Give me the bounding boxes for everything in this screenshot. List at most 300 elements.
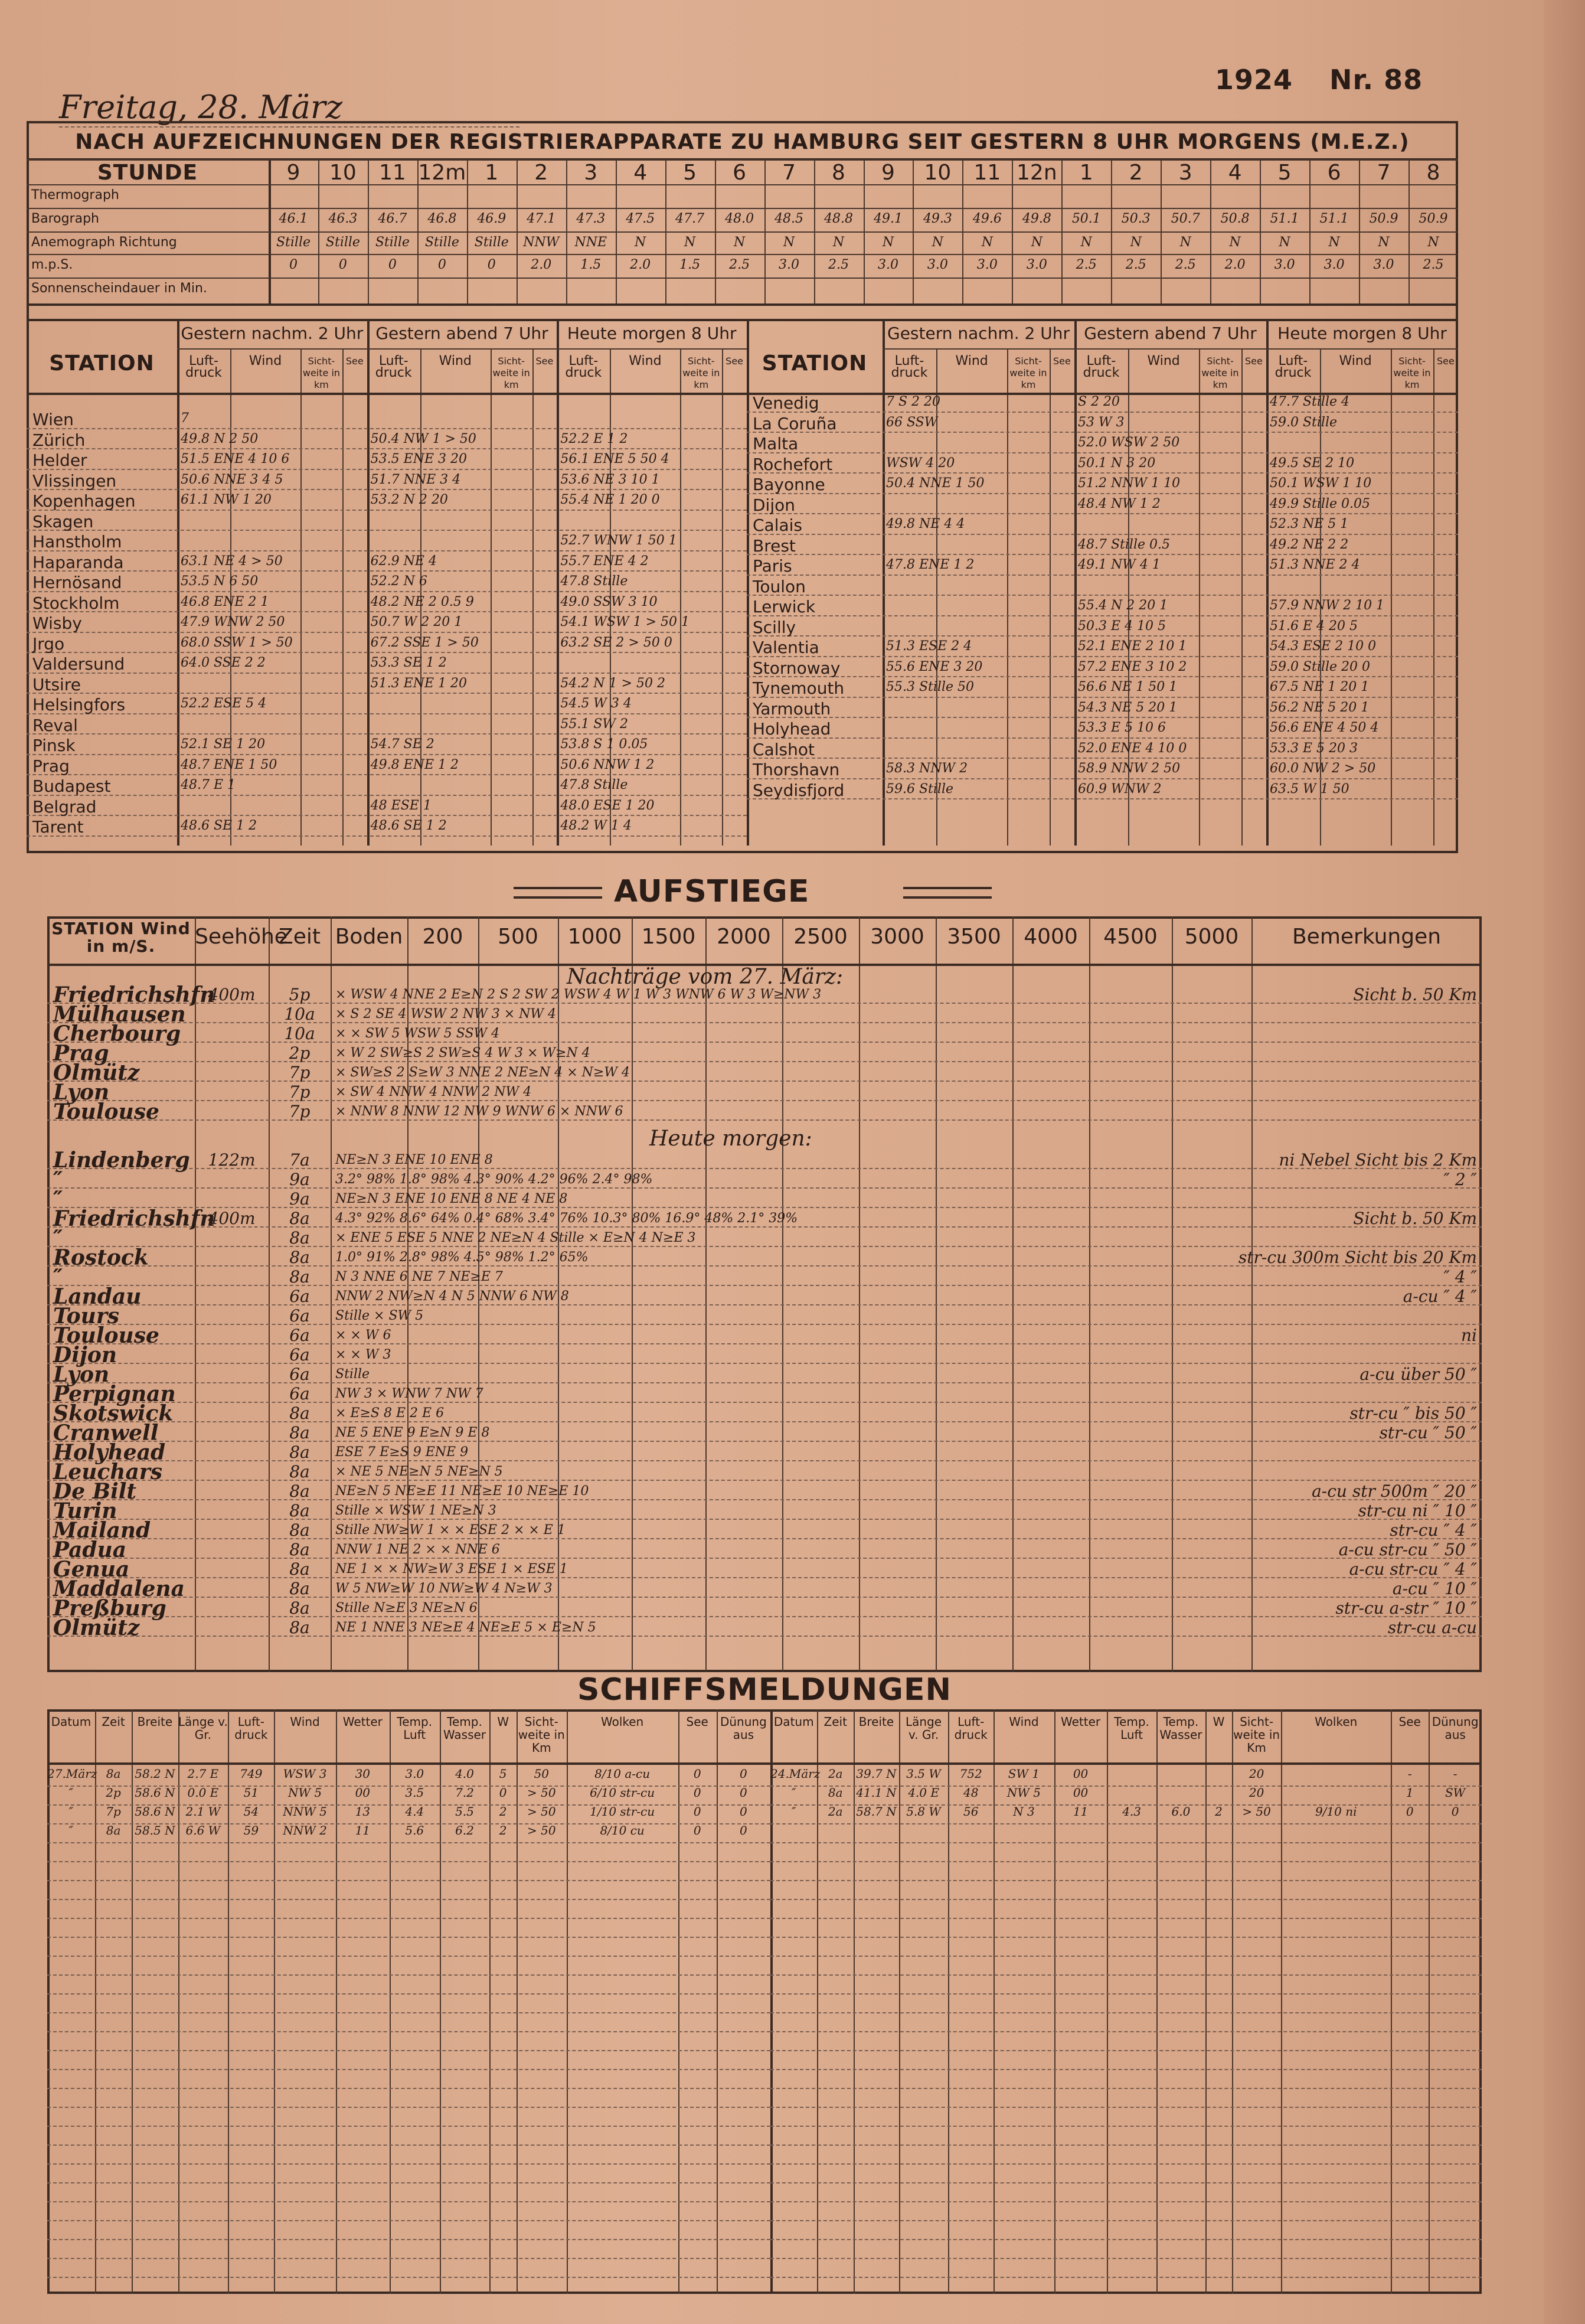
schiff-cell: 58.6 N bbox=[135, 1804, 175, 1819]
aufstiege-time: 6a bbox=[289, 1306, 310, 1326]
sub-header: Wind bbox=[439, 354, 472, 368]
schiff-column-header: W bbox=[497, 1715, 509, 1729]
schiff-cell: 41.1 N bbox=[856, 1786, 897, 1800]
station-name: La Coruña bbox=[753, 413, 837, 433]
sub-header: Sicht-weite in km bbox=[302, 355, 341, 390]
schiff-column-header: Breite bbox=[858, 1715, 894, 1729]
aufstiege-station: Cherbourg bbox=[53, 1021, 181, 1046]
aufstiege-remark: Sicht b. 50 Km bbox=[1353, 985, 1477, 1004]
station-name: Paris bbox=[753, 556, 792, 576]
aufstiege-time: 6a bbox=[289, 1326, 310, 1345]
schiff-column-header: Breite bbox=[137, 1715, 173, 1729]
station-reading: 50.4 NNE 1 50 bbox=[886, 476, 985, 491]
station-reading: 52.2 E 1 2 bbox=[560, 431, 628, 446]
station-reading: 50.1 WSW 1 10 bbox=[1270, 476, 1372, 491]
sub-header: Luft-druck bbox=[185, 354, 222, 380]
station-reading: 54.3 NE 5 20 1 bbox=[1078, 700, 1178, 715]
schiff-cell: 4.0 bbox=[455, 1767, 474, 1781]
schiff-cell: N 3 bbox=[1013, 1804, 1035, 1819]
schiff-cell: 3.0 bbox=[405, 1767, 424, 1781]
schiff-column-header: Sicht-weite in Km bbox=[1233, 1715, 1280, 1755]
station-reading: 48.7 ENE 1 50 bbox=[181, 757, 277, 772]
aufstiege-profile: Stille × WSW 1 NE≥N 3 bbox=[335, 1503, 496, 1518]
station-name: Kopenhagen bbox=[32, 491, 136, 511]
station-name: Stornoway bbox=[753, 658, 841, 678]
registry-value: 48.0 bbox=[725, 211, 754, 226]
station-reading: 56.1 ENE 5 50 4 bbox=[560, 452, 669, 466]
aufstiege-time: 9a bbox=[289, 1189, 310, 1209]
station-reading: 55.4 NE 1 20 0 bbox=[560, 492, 660, 507]
group-header: Heute morgen 8 Uhr bbox=[1277, 324, 1447, 343]
station-reading: 63.2 SE 2 > 50 0 bbox=[560, 635, 672, 650]
registry-row-label: Thermograph bbox=[31, 188, 119, 203]
station-reading: 49.5 SE 2 10 bbox=[1270, 455, 1355, 471]
sub-header: Sicht-weite in km bbox=[682, 355, 720, 390]
registry-value: 2.5 bbox=[729, 257, 750, 272]
schiff-cell: 0 bbox=[499, 1786, 507, 1800]
station-reading: 56.6 ENE 4 50 4 bbox=[1270, 720, 1379, 735]
aufstiege-profile: × ENE 5 ESE 5 NNE 2 NE≥N 4 Stille × E≥N 4 N≥E 3 bbox=[335, 1230, 696, 1245]
registry-value: N bbox=[981, 235, 993, 250]
registry-value: N bbox=[783, 235, 795, 250]
schiff-column-header: Wetter bbox=[342, 1715, 383, 1729]
registry-value: 47.3 bbox=[576, 211, 606, 226]
registry-value: 1.5 bbox=[679, 257, 701, 272]
registry-value: 3.0 bbox=[1323, 257, 1345, 272]
registry-value: 50.7 bbox=[1171, 211, 1200, 226]
schiff-cell: 58.2 N bbox=[135, 1767, 175, 1781]
station-header: STATION bbox=[49, 351, 155, 376]
station-reading: 64.0 SSE 2 2 bbox=[181, 655, 266, 670]
aufstiege-column-header: Zeit bbox=[279, 925, 321, 949]
aufstiege-remark: ″ 4 ″ bbox=[1443, 1267, 1477, 1287]
registry-value: N bbox=[635, 235, 646, 250]
schiff-cell: 7p bbox=[106, 1804, 121, 1819]
schiff-cell: WSW 3 bbox=[283, 1767, 327, 1781]
schiff-cell: 00 bbox=[1073, 1786, 1089, 1800]
aufstiege-remark: str-cu 300m Sicht bis 20 Km bbox=[1238, 1248, 1477, 1267]
schiff-cell: 00 bbox=[1073, 1767, 1089, 1781]
registry-value: N bbox=[1080, 235, 1092, 250]
registry-value: N bbox=[1427, 235, 1439, 250]
station-name: Utsire bbox=[32, 674, 81, 694]
station-reading: 46.8 ENE 2 1 bbox=[181, 594, 269, 609]
aufstiege-column-header: 2500 bbox=[793, 925, 848, 949]
schiff-cell: 0 bbox=[693, 1786, 701, 1800]
station-reading: 63.5 W 1 50 bbox=[1270, 781, 1349, 797]
station-reading: 54.5 W 3 4 bbox=[560, 696, 632, 711]
station-name: Zürich bbox=[32, 430, 86, 450]
registry-value: 48.8 bbox=[824, 211, 853, 226]
station-name: Belgrad bbox=[32, 797, 97, 817]
hour-header: 5 bbox=[683, 161, 697, 185]
schiff-cell: NNW 2 bbox=[283, 1823, 327, 1837]
station-name: Rochefort bbox=[753, 454, 833, 474]
station-reading: 51.6 E 4 20 5 bbox=[1270, 618, 1358, 634]
aufstiege-station: Genua bbox=[53, 1557, 130, 1582]
schiff-cell: 7.2 bbox=[455, 1786, 474, 1800]
schiff-cell: 58.5 N bbox=[135, 1823, 175, 1837]
station-reading: 54.2 N 1 > 50 2 bbox=[560, 675, 665, 691]
station-reading: 54.3 ESE 2 10 0 bbox=[1270, 639, 1377, 654]
schiff-cell: 30 bbox=[355, 1767, 371, 1781]
station-reading: 55.4 N 2 20 1 bbox=[1078, 598, 1168, 613]
station-reading: 52.7 WNW 1 50 1 bbox=[560, 533, 677, 548]
registry-value: 2.0 bbox=[630, 257, 651, 272]
aufstiege-profile: NE≥N 5 NE≥E 11 NE≥E 10 NE≥E 10 bbox=[335, 1484, 589, 1499]
aufstiege-profile: NE 1 × × NW≥W 3 ESE 1 × ESE 1 bbox=[335, 1562, 568, 1576]
registry-value: N bbox=[1378, 235, 1390, 250]
schiff-cell: 0.0 E bbox=[187, 1786, 219, 1800]
station-reading: 48.0 ESE 1 20 bbox=[560, 798, 655, 813]
aufstiege-time: 7p bbox=[289, 1082, 311, 1102]
schiff-cell: SW bbox=[1445, 1786, 1466, 1800]
schiff-cell: 24.März bbox=[770, 1767, 821, 1781]
aufstiege-profile: Stille bbox=[335, 1367, 370, 1382]
registry-value: 2.5 bbox=[1076, 257, 1097, 272]
aufstiege-profile: N 3 NNE 6 NE 7 NE≥E 7 bbox=[335, 1269, 503, 1284]
aufstiege-time: 10a bbox=[284, 1004, 315, 1024]
aufstiege-time: 8a bbox=[289, 1540, 310, 1559]
station-name: Brest bbox=[753, 536, 796, 556]
station-reading: 58.9 NNW 2 50 bbox=[1078, 761, 1181, 776]
hour-header: 11 bbox=[973, 161, 1001, 185]
aufstiege-remark: a-cu str 500m ″ 20 ″ bbox=[1312, 1481, 1477, 1501]
station-reading: 62.9 NE 4 bbox=[370, 553, 437, 569]
hour-header: 7 bbox=[782, 161, 796, 185]
station-reading: 54.7 SE 2 bbox=[370, 737, 434, 752]
registry-value: 2.0 bbox=[531, 257, 552, 272]
schiff-cell: 5 bbox=[499, 1767, 507, 1781]
station-reading: 47.8 Stille bbox=[560, 778, 628, 792]
schiff-column-header: Wetter bbox=[1061, 1715, 1101, 1729]
schiff-cell: > 50 bbox=[527, 1804, 556, 1819]
station-reading: 55.3 Stille 50 bbox=[886, 680, 975, 694]
station-reading: 56.6 NE 1 50 1 bbox=[1078, 680, 1178, 694]
station-name: Calshot bbox=[753, 739, 815, 759]
sub-header: Luft-druck bbox=[1274, 354, 1312, 380]
aufstiege-profile: × S 2 SE 4 WSW 2 NW 3 × NW 4 bbox=[335, 1007, 556, 1021]
hour-header: 9 bbox=[286, 161, 300, 185]
schiff-cell: 0 bbox=[740, 1823, 747, 1837]
station-reading: 54.1 WSW 1 > 50 1 bbox=[560, 615, 689, 629]
registry-value: 3.0 bbox=[927, 257, 948, 272]
schiff-cell: 51 bbox=[243, 1786, 259, 1800]
registry-value: 2.0 bbox=[1224, 257, 1246, 272]
sub-header: Wind bbox=[1147, 354, 1180, 368]
schiff-cell: 20 bbox=[1249, 1786, 1264, 1800]
station-reading: 53.8 S 1 0.05 bbox=[560, 737, 648, 752]
station-reading: 49.8 ENE 1 2 bbox=[370, 757, 459, 772]
registry-value: 51.1 bbox=[1270, 211, 1299, 226]
aufstiege-remark: Sicht b. 50 Km bbox=[1353, 1209, 1477, 1228]
schiff-column-header: Zeit bbox=[823, 1715, 847, 1729]
hour-header: 2 bbox=[534, 161, 548, 185]
sub-header: Sicht-weite in km bbox=[492, 355, 530, 390]
registry-value: N bbox=[1179, 235, 1191, 250]
aufstiege-height: 122m bbox=[208, 1150, 256, 1170]
registry-value: 46.3 bbox=[328, 211, 358, 226]
aufstiege-profile: NE≥N 3 ENE 10 ENE 8 NE 4 NE 8 bbox=[335, 1192, 568, 1206]
station-reading: 63.1 NE 4 > 50 bbox=[181, 553, 283, 569]
schiff-cell: 6.0 bbox=[1171, 1804, 1191, 1819]
aufstiege-profile: NE 1 NNE 3 NE≥E 4 NE≥E 5 × E≥N 5 bbox=[335, 1620, 596, 1635]
sub-header: Sicht-weite in km bbox=[1201, 355, 1239, 390]
schiff-cell: 8/10 cu bbox=[600, 1823, 645, 1837]
aufstiege-station: Olmütz bbox=[53, 1615, 140, 1640]
station-reading: 50.3 E 4 10 5 bbox=[1078, 618, 1166, 634]
station-reading: 52.0 ENE 4 10 0 bbox=[1078, 740, 1187, 756]
schiff-cell: 54 bbox=[243, 1804, 259, 1819]
schiff-cell: 0 bbox=[693, 1767, 701, 1781]
schiff-cell: ″ bbox=[791, 1804, 796, 1819]
aufstiege-time: 5p bbox=[289, 985, 311, 1004]
sub-header: See bbox=[535, 355, 554, 367]
aufstiege-station: Mailand bbox=[53, 1518, 151, 1543]
station-reading: 52.2 ESE 5 4 bbox=[181, 696, 267, 711]
registry-value: 49.3 bbox=[923, 211, 952, 226]
aufstiege-station: Cranwell bbox=[53, 1421, 159, 1445]
aufstiege-station: Toulouse bbox=[53, 1323, 159, 1348]
station-name: Valdersund bbox=[32, 654, 125, 674]
aufstiege-column-header: 1000 bbox=[567, 925, 622, 949]
station-reading: 51.3 ESE 2 4 bbox=[886, 639, 972, 654]
aufstiege-column-header: 4000 bbox=[1024, 925, 1078, 949]
station-reading: 60.0 NW 2 > 50 bbox=[1270, 761, 1376, 776]
aufstiege-remark: a-cu ″ 4 ″ bbox=[1403, 1287, 1477, 1306]
registry-value: 50.9 bbox=[1419, 211, 1448, 226]
schiff-column-header: Wolken bbox=[600, 1715, 644, 1729]
registry-value: 3.0 bbox=[1274, 257, 1295, 272]
schiff-column-header: Datum bbox=[773, 1715, 814, 1729]
registry-value: N bbox=[1229, 235, 1241, 250]
station-reading: 49.8 NE 4 4 bbox=[886, 517, 965, 531]
schiff-cell: 5.5 bbox=[455, 1804, 474, 1819]
registry-row-label: Sonnenscheindauer in Min. bbox=[31, 281, 207, 296]
registry-value: 3.0 bbox=[1373, 257, 1394, 272]
sub-header: Wind bbox=[249, 354, 282, 368]
aufstiege-profile: × WSW 4 NNE 2 E≥N 2 S 2 SW 2 WSW 4 W 1 W 3 WNW 6 W 3 W≥NW 3 bbox=[335, 987, 822, 1002]
schiff-cell: 8a bbox=[106, 1767, 121, 1781]
registry-value: NNE bbox=[574, 235, 607, 250]
aufstiege-time: 2p bbox=[289, 1043, 311, 1063]
station-reading: 48.7 E 1 bbox=[181, 778, 236, 792]
station-reading: 53 W 3 bbox=[1078, 414, 1125, 430]
station-reading: 59.6 Stille bbox=[886, 781, 954, 797]
aufstiege-remark: ni bbox=[1461, 1326, 1477, 1345]
aufstiege-station: Toulouse bbox=[53, 1099, 159, 1124]
aufstiege-station: ″ bbox=[53, 1187, 63, 1212]
group-header: Gestern abend 7 Uhr bbox=[375, 324, 548, 343]
hour-header: 5 bbox=[1277, 161, 1292, 185]
schiff-column-header: Länge v. Gr. bbox=[178, 1715, 228, 1742]
schiff-cell: 1/10 str-cu bbox=[590, 1804, 655, 1819]
registry-value: 49.1 bbox=[873, 211, 903, 226]
registry-value: N bbox=[1279, 235, 1290, 250]
schiff-cell: 2 bbox=[499, 1804, 507, 1819]
schiff-column-header: See bbox=[686, 1715, 708, 1729]
schiff-cell: SW 1 bbox=[1008, 1767, 1040, 1781]
schiff-cell: 59 bbox=[243, 1823, 259, 1837]
station-reading: 48.6 SE 1 2 bbox=[181, 818, 257, 833]
aufstiege-column-header: 3500 bbox=[947, 925, 1001, 949]
schiff-cell: 4.0 E bbox=[908, 1786, 939, 1800]
aufstiege-station: Padua bbox=[53, 1538, 127, 1562]
schiff-cell: 3.5 bbox=[405, 1786, 424, 1800]
aufstiege-remark: str-cu ni ″ 10 ″ bbox=[1358, 1501, 1477, 1520]
aufstiege-time: 8a bbox=[289, 1520, 310, 1540]
aufstiege-profile: 4.3° 92% 8.6° 64% 0.4° 68% 3.4° 76% 10.3° 80% 16.9° 48% 2.1° 39% bbox=[335, 1211, 798, 1226]
schiff-cell: 2 bbox=[499, 1823, 507, 1837]
aufstiege-time: 6a bbox=[289, 1345, 310, 1365]
aufstiege-profile: × × SW 5 WSW 5 SSW 4 bbox=[335, 1026, 500, 1041]
station-name: Jrgo bbox=[32, 634, 65, 654]
hour-header: 10 bbox=[329, 161, 357, 185]
registry-value: Stille bbox=[325, 235, 360, 250]
registry-value: 0 bbox=[289, 257, 298, 272]
aufstiege-time: 8a bbox=[289, 1209, 310, 1228]
aufstiege-remark: str-cu ″ bis 50 ″ bbox=[1349, 1403, 1477, 1423]
aufstiege-time: 8a bbox=[289, 1423, 310, 1442]
registry-value: NNW bbox=[523, 235, 560, 250]
schiff-column-header: Temp. Wasser bbox=[443, 1715, 486, 1742]
station-reading: 59.0 Stille bbox=[1270, 414, 1338, 430]
aufstiege-profile: Stille N≥E 3 NE≥N 6 bbox=[335, 1601, 478, 1615]
aufstiege-station: Dijon bbox=[53, 1343, 117, 1367]
aufstiege-remark: str-cu ″ 4 ″ bbox=[1390, 1520, 1477, 1540]
registry-value: N bbox=[1130, 235, 1142, 250]
station-name: Bayonne bbox=[753, 475, 825, 494]
hour-header: 4 bbox=[633, 161, 648, 185]
station-name: Valentia bbox=[753, 638, 819, 657]
station-reading: 48.7 Stille 0.5 bbox=[1078, 537, 1170, 552]
aufstiege-column-header: STATION Wind in m/S. bbox=[51, 919, 191, 956]
station-reading: 53.5 ENE 3 20 bbox=[370, 452, 467, 466]
registry-value: 1.5 bbox=[580, 257, 602, 272]
station-reading: 52.0 WSW 2 50 bbox=[1078, 435, 1180, 450]
aufstiege-station: ″ bbox=[53, 1265, 63, 1290]
aufstiege-time: 8a bbox=[289, 1462, 310, 1481]
aufstiege-station: Lindenberg bbox=[53, 1148, 190, 1173]
schiff-cell: 11 bbox=[1073, 1804, 1089, 1819]
station-reading: 49.0 SSW 3 10 bbox=[560, 594, 658, 609]
sub-header: Luft-druck bbox=[891, 354, 928, 380]
group-header: Heute morgen 8 Uhr bbox=[567, 324, 737, 343]
schiff-cell: 8a bbox=[106, 1823, 121, 1837]
station-reading: 50.1 N 3 20 bbox=[1078, 455, 1156, 471]
station-header: STATION bbox=[762, 351, 868, 376]
station-name: Calais bbox=[753, 515, 803, 535]
issue-number: Nr. 88 bbox=[1329, 64, 1423, 96]
schiff-cell: 8/10 a-cu bbox=[594, 1767, 651, 1781]
registry-value: Stille bbox=[276, 235, 311, 250]
registry-value: 47.1 bbox=[527, 211, 556, 226]
station-name: Holyhead bbox=[753, 719, 831, 739]
schiff-cell: - bbox=[1407, 1767, 1412, 1781]
aufstiege-station: Rostock bbox=[53, 1245, 149, 1270]
schiff-cell: 5.6 bbox=[405, 1823, 424, 1837]
aufstiege-profile: × × W 3 bbox=[335, 1347, 391, 1362]
sub-header: Luft-druck bbox=[565, 354, 602, 380]
schiff-cell: 0 bbox=[740, 1804, 747, 1819]
station-reading: 7 bbox=[181, 411, 189, 426]
aufstiege-remark: a-cu über 50 ″ bbox=[1359, 1365, 1477, 1384]
aufstiege-station: ″ bbox=[53, 1167, 63, 1192]
station-name: Reval bbox=[32, 715, 78, 735]
station-name: Tarent bbox=[32, 817, 84, 837]
registry-value: 0 bbox=[338, 257, 347, 272]
schiff-cell: 20 bbox=[1249, 1767, 1264, 1781]
issue-date: Freitag, 28. März bbox=[59, 89, 343, 126]
station-reading: 7 S 2 20 bbox=[886, 394, 941, 409]
schiff-cell: 39.7 N bbox=[856, 1767, 897, 1781]
aufstiege-profile: × SW≥S 2 S≥W 3 NNE 2 NE≥N 4 × N≥W 4 bbox=[335, 1065, 630, 1080]
station-reading: 53.3 SE 1 2 bbox=[370, 655, 447, 670]
station-reading: 52.3 NE 5 1 bbox=[1270, 517, 1349, 531]
sub-header: See bbox=[725, 355, 743, 367]
sub-header: See bbox=[1053, 355, 1071, 367]
station-reading: 55.6 ENE 3 20 bbox=[886, 659, 983, 674]
registry-value: Stille bbox=[375, 235, 410, 250]
station-name: Yarmouth bbox=[753, 698, 831, 719]
station-reading: WSW 4 20 bbox=[886, 455, 955, 471]
registry-value: N bbox=[733, 235, 746, 250]
station-reading: 55.1 SW 2 bbox=[560, 716, 628, 732]
schiff-cell: 4.3 bbox=[1122, 1804, 1141, 1819]
schiff-cell: 2.1 W bbox=[185, 1804, 221, 1819]
aufstiege-time: 7p bbox=[289, 1063, 311, 1082]
schiff-column-header: Datum bbox=[51, 1715, 91, 1729]
aufstiege-profile: W 5 NW≥W 10 NW≥W 4 N≥W 3 bbox=[335, 1581, 553, 1596]
aufstiege-profile: × × W 6 bbox=[335, 1328, 391, 1343]
station-reading: 53.2 N 2 20 bbox=[370, 492, 448, 507]
station-reading: 50.6 NNW 1 2 bbox=[560, 757, 655, 772]
aufstiege-station: Friedrichshfn bbox=[53, 983, 215, 1007]
station-reading: 50.6 NNE 3 4 5 bbox=[181, 472, 283, 487]
registry-value: 51.1 bbox=[1319, 211, 1349, 226]
aufstiege-column-header: 500 bbox=[498, 925, 538, 949]
aufstiege-column-header: 2000 bbox=[717, 925, 771, 949]
aufstiege-profile: Stille NW≥W 1 × × ESE 2 × × E 1 bbox=[335, 1523, 566, 1538]
aufstiege-station: Perpignan bbox=[53, 1382, 176, 1406]
aufstiege-station: Skotswick bbox=[53, 1401, 174, 1426]
station-reading: 52.2 N 6 bbox=[370, 574, 427, 589]
hour-header: 2 bbox=[1129, 161, 1143, 185]
station-name: Wien bbox=[32, 410, 74, 429]
aufstiege-height: 400m bbox=[208, 985, 256, 1004]
station-name: Venedig bbox=[753, 393, 819, 413]
schiff-cell: 2 bbox=[1215, 1804, 1223, 1819]
aufstiege-profile: Stille × SW 5 bbox=[335, 1308, 424, 1323]
aufstiege-remark: str-cu a-str ″ 10 ″ bbox=[1335, 1598, 1477, 1618]
registry-value: N bbox=[882, 235, 894, 250]
registry-value: 49.8 bbox=[1022, 211, 1051, 226]
registry-value: 3.0 bbox=[1026, 257, 1047, 272]
station-name: Hernösand bbox=[32, 573, 122, 592]
schiff-cell: 8a bbox=[828, 1786, 843, 1800]
schiff-cell: 00 bbox=[355, 1786, 371, 1800]
station-reading: 61.1 NW 1 20 bbox=[181, 492, 272, 507]
station-reading: 47.8 Stille bbox=[560, 574, 628, 589]
registry-value: 50.3 bbox=[1121, 211, 1151, 226]
aufstiege-column-header: Boden bbox=[335, 925, 403, 949]
schiff-cell: 0 bbox=[1406, 1804, 1414, 1819]
sub-header: See bbox=[345, 355, 364, 367]
registry-value: 0 bbox=[487, 257, 496, 272]
station-reading: 48.2 W 1 4 bbox=[560, 818, 632, 833]
aufstiege-station: Prag bbox=[53, 1041, 109, 1066]
schiff-cell: - bbox=[1453, 1767, 1457, 1781]
